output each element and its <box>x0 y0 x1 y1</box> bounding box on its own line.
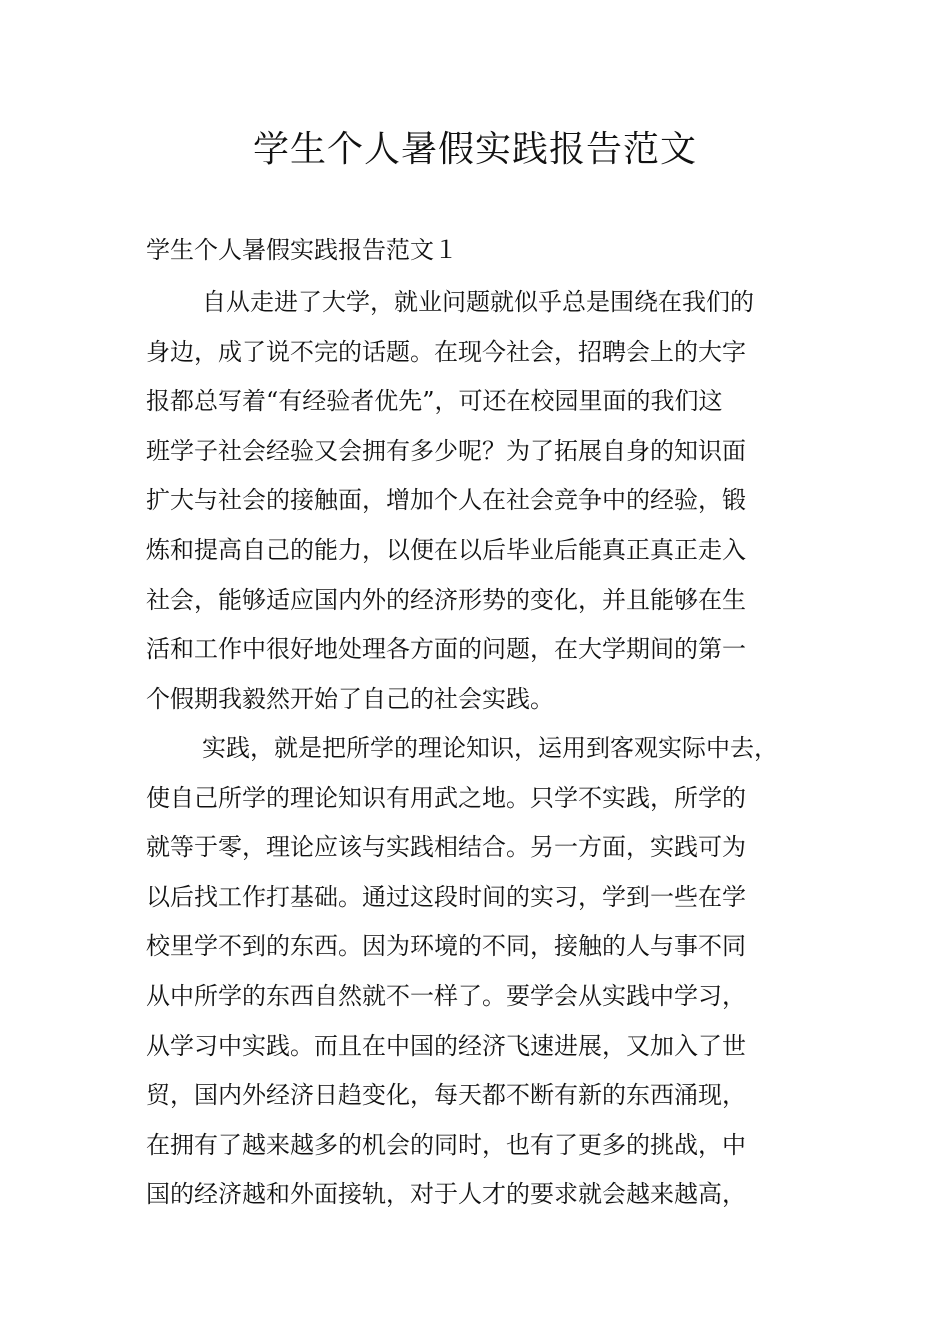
paragraph-1-line: 自从走进了大学，就业问题就似乎总是围绕在我们的 <box>202 288 754 316</box>
paragraph-2-line: 使自己所学的理论知识有用武之地。只学不实践，所学的 <box>146 783 746 812</box>
paragraph-1-line: 活和工作中很好地处理各方面的问题，在大学期间的第一 <box>146 635 746 664</box>
paragraph-1-line: 社会，能够适应国内外的经济形势的变化，并且能够在生 <box>146 585 746 614</box>
paragraph-2 <box>146 724 846 1220</box>
paragraph-1-line: 身边，成了说不完的话题。在现今社会，招聘会上的大字 <box>146 337 746 366</box>
paragraph-1 <box>146 278 846 724</box>
paragraph-2-line: 就等于零，理论应该与实践相结合。另一方面，实践可为 <box>146 833 746 862</box>
paragraph-1-line: 炼和提高自己的能力，以便在以后毕业后能真正真正走入 <box>146 535 746 564</box>
paragraph-1-line: 报都总写着“有经验者优先”，可还在校园里面的我们这 <box>146 387 723 416</box>
paragraph-2-line: 实践，就是把所学的理论知识，运用到客观实际中去， <box>202 734 778 762</box>
paragraph-1-line: 扩大与社会的接触面，增加个人在社会竞争中的经验，锻 <box>146 486 746 515</box>
paragraph-2-line: 从中所学的东西自然就不一样了。要学会从实践中学习， <box>146 981 746 1010</box>
paragraph-2-line: 国的经济越和外面接轨，对于人才的要求就会越来越高， <box>146 1180 746 1209</box>
paragraph-2-line: 从学习中实践。而且在中国的经济飞速进展，又加入了世 <box>146 1031 746 1060</box>
paragraph-1-line: 班学子社会经验又会拥有多少呢？为了拓展自身的知识面 <box>146 436 746 465</box>
paragraph-2-line: 以后找工作打基础。通过这段时间的实习，学到一些在学 <box>146 882 746 911</box>
paragraph-2-line: 在拥有了越来越多的机会的同时，也有了更多的挑战，中 <box>146 1130 746 1159</box>
paragraph-2-line: 校里学不到的东西。因为环境的不同，接触的人与事不同 <box>146 932 746 961</box>
paragraph-2-line: 贸，国内外经济日趋变化，每天都不断有新的东西涌现， <box>146 1081 746 1110</box>
document-title: 学生个人暑假实践报告范文 <box>252 129 697 170</box>
paragraph-1-line: 个假期我毅然开始了自己的社会实践。 <box>146 684 554 713</box>
section-heading: 学生个人暑假实践报告范文１ <box>146 236 458 264</box>
